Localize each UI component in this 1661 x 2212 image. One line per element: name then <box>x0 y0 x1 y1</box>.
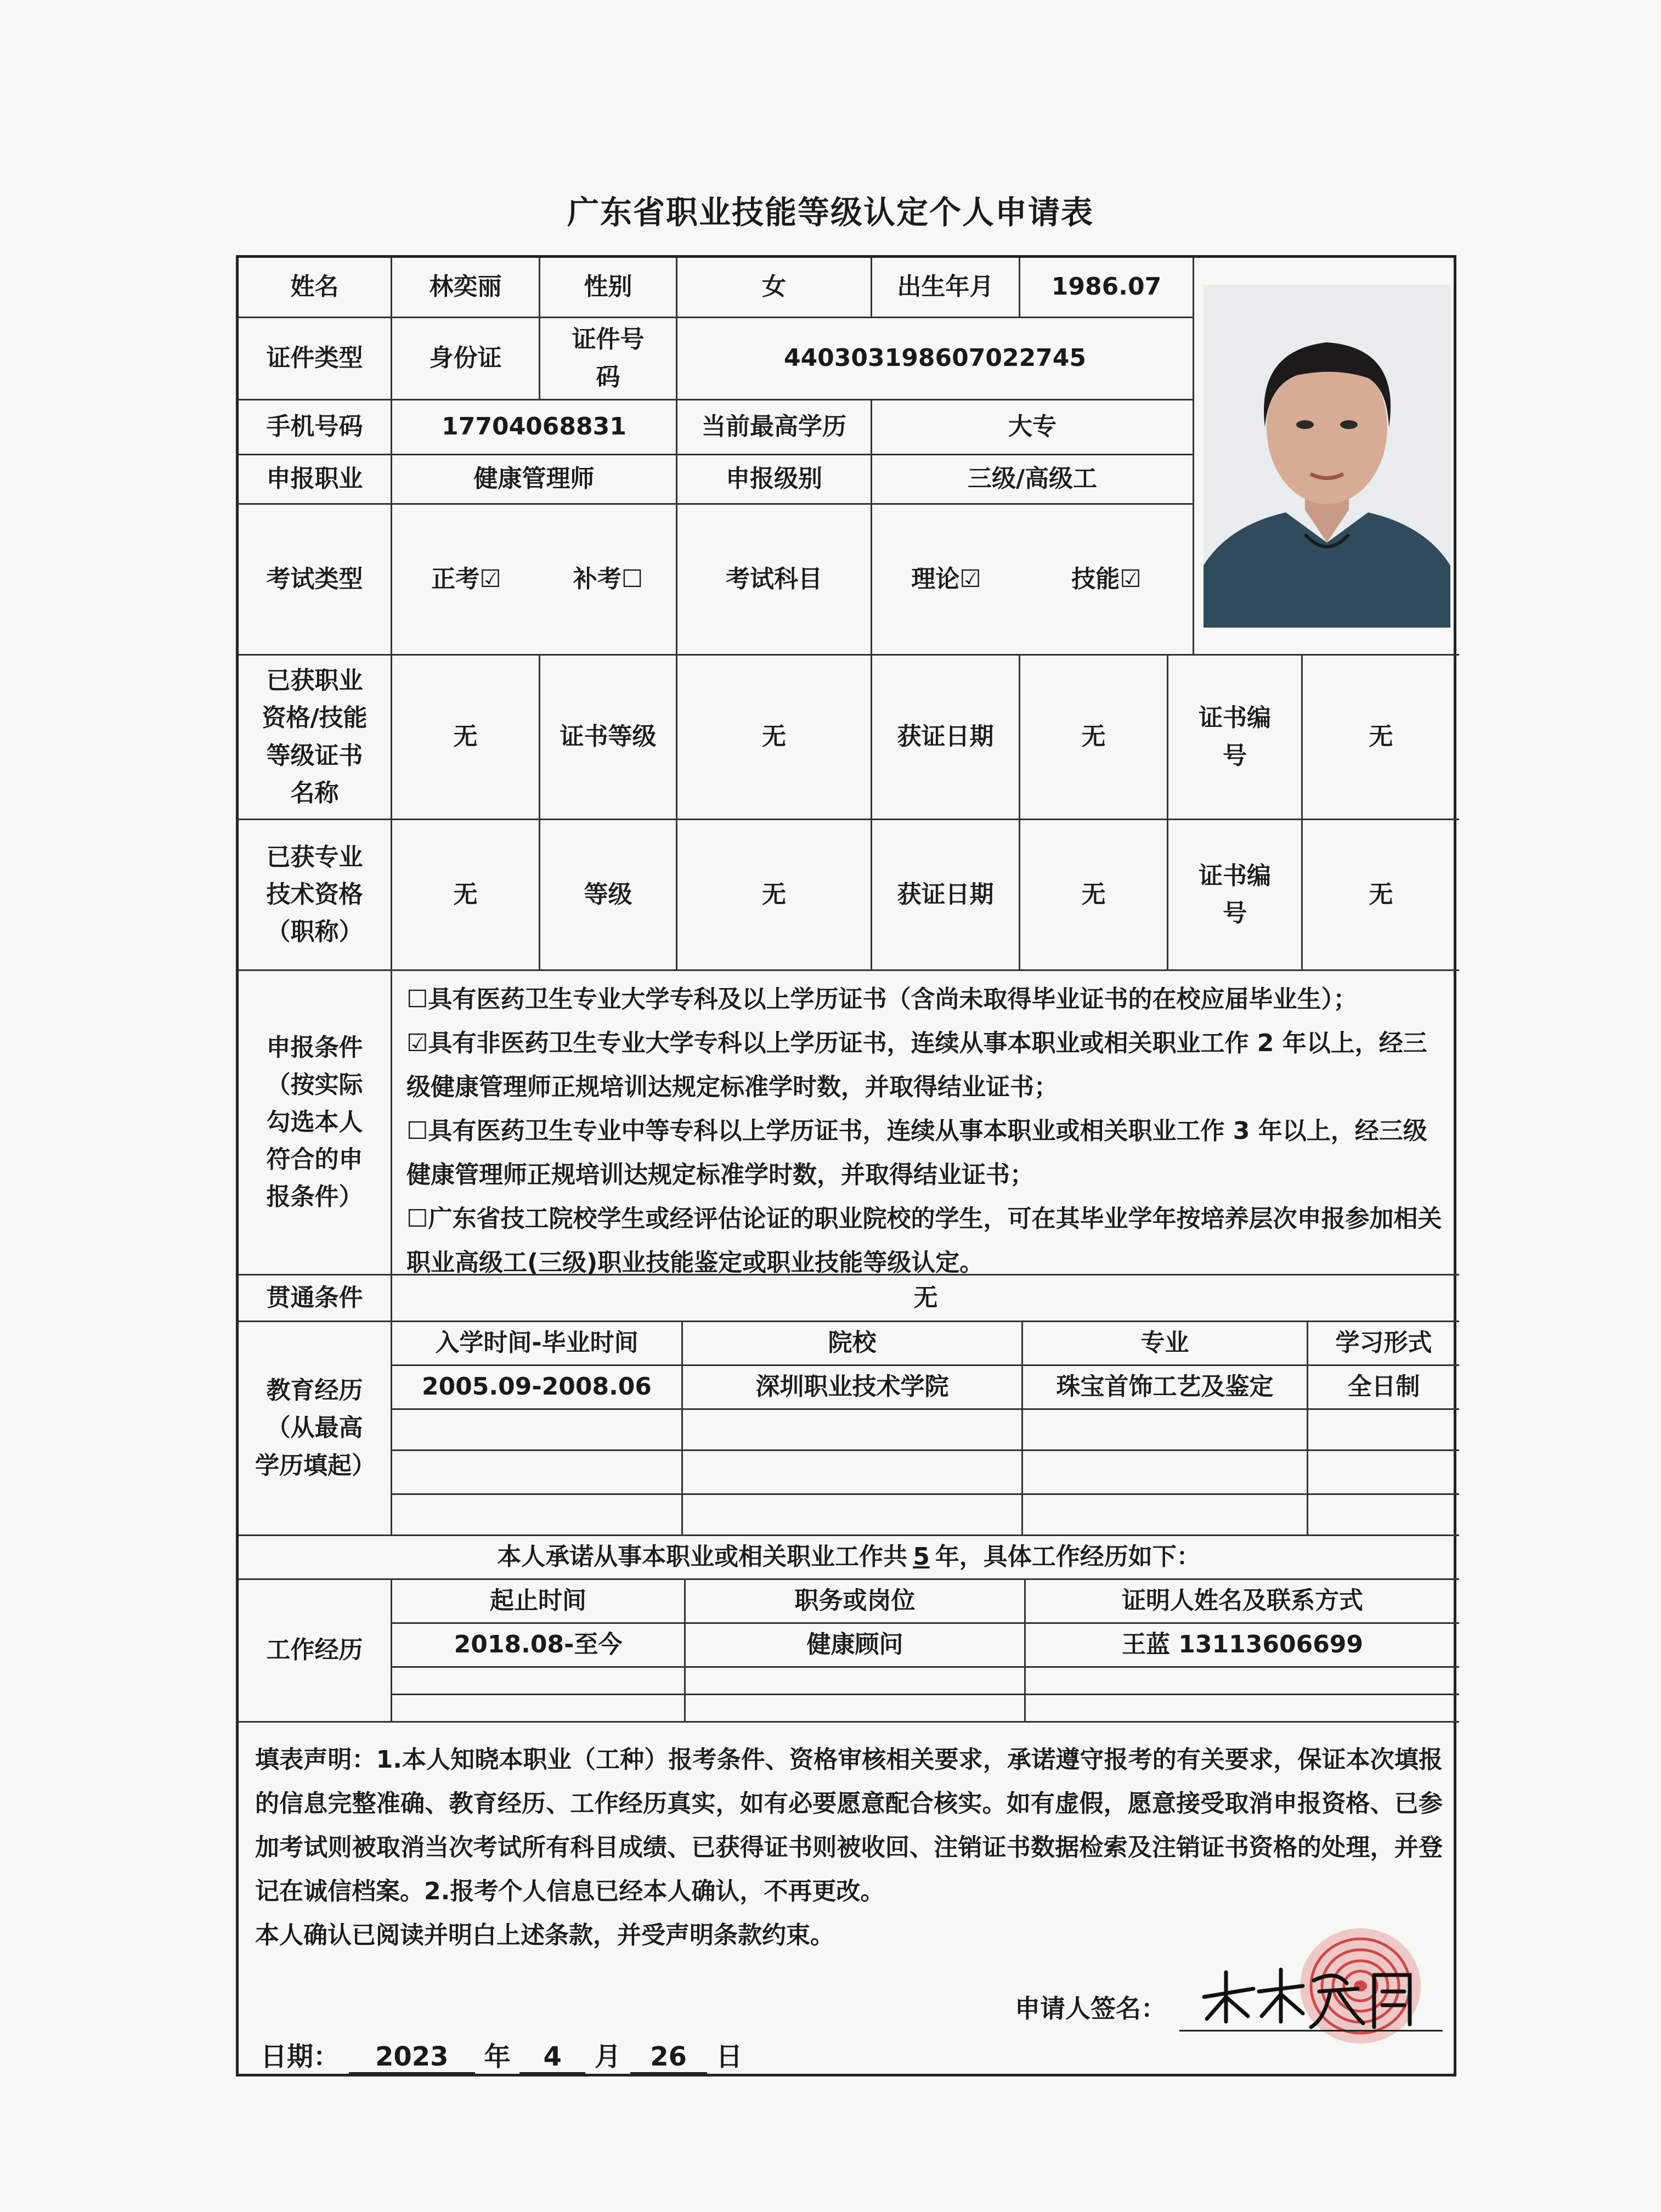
job-value: 健康管理师 <box>392 455 677 505</box>
birth-label: 出生年月 <box>872 258 1020 318</box>
signature-label: 申请人签名： <box>1015 1994 1166 2023</box>
education-history-label: 教育经历（从最高学历填起） <box>239 1322 392 1536</box>
edu-row-school: 深圳职业技术学院 <box>683 1366 1023 1410</box>
through-label: 贯通条件 <box>239 1276 392 1322</box>
job-label: 申报职业 <box>239 455 392 505</box>
date-month-unit: 月 <box>594 2041 621 2072</box>
edu-row-major: 珠宝首饰工艺及鉴定 <box>1023 1366 1308 1410</box>
date-year: 2023 <box>349 2041 475 2074</box>
edu-empty-cell <box>683 1410 1023 1451</box>
work-empty-cell <box>392 1695 686 1723</box>
edu-header-period: 入学时间-毕业时间 <box>392 1322 683 1366</box>
gender-label: 性别 <box>540 258 677 318</box>
edu-header-major: 专业 <box>1023 1322 1308 1366</box>
exam-regular-option[interactable]: 正考☑ <box>392 505 540 656</box>
work-empty-cell <box>1026 1668 1459 1695</box>
edu-empty-cell <box>1308 1495 1459 1536</box>
conditions-list <box>392 971 1459 1276</box>
edu-header-mode: 学习形式 <box>1308 1322 1459 1366</box>
vocational-cert-label: 已获职业资格/技能等级证书名称 <box>239 656 392 820</box>
edu-empty-cell <box>1308 1410 1459 1451</box>
edu-header-school: 院校 <box>683 1322 1023 1366</box>
work-empty-cell <box>392 1668 686 1695</box>
date-day-unit: 日 <box>716 2041 743 2072</box>
through-value: 无 <box>392 1276 1459 1322</box>
vocational-cert-name: 无 <box>392 656 540 820</box>
level-value: 三级/高级工 <box>872 455 1194 505</box>
form-title: 广东省职业技能等级认定个人申请表 <box>567 194 1094 231</box>
work-history-label: 工作经历 <box>239 1580 392 1723</box>
date-year-unit: 年 <box>484 2041 511 2072</box>
subject-theory-option[interactable]: 理论☑ <box>872 505 1020 656</box>
professional-title-name: 无 <box>392 820 540 971</box>
edu-empty-cell <box>392 1495 683 1536</box>
exam-subject-label: 考试科目 <box>677 505 872 656</box>
gender-value: 女 <box>677 258 872 318</box>
conditions-label: 申报条件（按实际勾选本人符合的申报条件） <box>239 971 392 1276</box>
exam-makeup-option[interactable]: 补考☐ <box>540 505 677 656</box>
edu-empty-cell <box>1023 1410 1308 1451</box>
edu-empty-cell <box>683 1451 1023 1495</box>
vocational-no-value: 无 <box>1303 656 1459 820</box>
vocational-grade-label: 证书等级 <box>540 656 677 820</box>
declaration-confirm: 本人确认已阅读并明白上述条款，并受声明条款约束。 <box>255 1921 834 1949</box>
exam-type-label: 考试类型 <box>239 505 392 656</box>
work-row-position: 健康顾问 <box>686 1624 1026 1668</box>
condition-item[interactable]: ☐具有医药卫生专业大学专科及以上学历证书（含尚未取得毕业证书的在校应届毕业生）； <box>406 985 1358 1013</box>
work-header-position: 职务或岗位 <box>686 1580 1026 1624</box>
work-empty-cell <box>1026 1695 1459 1723</box>
edu-row-period: 2005.09-2008.06 <box>392 1366 683 1410</box>
edu-row-mode: 全日制 <box>1308 1366 1459 1410</box>
condition-item[interactable]: ☐具有医药卫生专业中等专科以上学历证书，连续从事本职业或相关职业工作 3 年以上，经三级健康管理师正规培训达规定标准学时数，并取得结业证书； <box>406 1117 1427 1189</box>
edu-empty-cell <box>683 1495 1023 1536</box>
work-promise-prefix: 本人承诺从事本职业或相关职业工作共 <box>497 1543 908 1571</box>
id-no-label: 证件号码 <box>540 318 677 400</box>
professional-grade-value: 无 <box>677 820 872 971</box>
declaration-text: 填表声明：1.本人知晓本职业（工种）报考条件、资格审核相关要求，承诺遵守报考的有关要求，保证本次填报的信息完整准确、教育经历、工作经历真实，如有必要愿意配合核实。如有虚假，愿意接受取消申报资格、已参加考试则被取消当次考试所有科目成绩、已获得证书则被收回、注销证书数据检索及注销证书资格的处理，并登记在诚信档案。2.报考个人信息已经本人确认，不再更改。 <box>255 1746 1443 1905</box>
phone-label: 手机号码 <box>239 400 392 455</box>
condition-item[interactable]: ☐广东省技工院校学生或经评估论证的职业院校的学生，可在其毕业学年按培养层次申报参加相关职业高级工(三级)职业技能鉴定或职业技能等级认定。 <box>406 1205 1442 1277</box>
work-promise <box>239 1536 1459 1580</box>
work-row-period: 2018.08-至今 <box>392 1624 686 1668</box>
applicant-photo <box>1194 258 1459 656</box>
work-header-period: 起止时间 <box>392 1580 686 1624</box>
subject-skill-option[interactable]: 技能☑ <box>1020 505 1194 656</box>
edu-empty-cell <box>1023 1451 1308 1495</box>
education-value: 大专 <box>872 400 1194 455</box>
date-label: 日期： <box>261 2041 340 2072</box>
work-row-reference: 王蓝 13113606699 <box>1026 1624 1459 1668</box>
professional-title-label: 已获专业技术资格（职称） <box>239 820 392 971</box>
vocational-no-label: 证书编号 <box>1168 656 1303 820</box>
portrait-image <box>1204 285 1450 628</box>
professional-date-label: 获证日期 <box>872 820 1020 971</box>
work-empty-cell <box>686 1695 1026 1723</box>
work-years: 5 <box>913 1543 930 1571</box>
birth-value: 1986.07 <box>1020 258 1194 318</box>
education-label: 当前最高学历 <box>677 400 872 455</box>
work-header-reference: 证明人姓名及联系方式 <box>1026 1580 1459 1624</box>
vocational-grade-value: 无 <box>677 656 872 820</box>
date-row <box>261 2035 742 2074</box>
professional-no-label: 证书编号 <box>1168 820 1303 971</box>
professional-no-value: 无 <box>1303 820 1459 971</box>
date-day: 26 <box>630 2041 707 2074</box>
level-label: 申报级别 <box>677 455 872 505</box>
name-value: 林奕丽 <box>392 258 540 318</box>
professional-grade-label: 等级 <box>540 820 677 971</box>
phone-value: 17704068831 <box>392 400 677 455</box>
application-form <box>236 255 1456 2076</box>
professional-date-value: 无 <box>1020 820 1168 971</box>
vocational-date-label: 获证日期 <box>872 656 1020 820</box>
handwritten-signature <box>1193 1959 1423 2035</box>
condition-item[interactable]: ☑具有非医药卫生专业大学专科以上学历证书，连续从事本职业或相关职业工作 2 年以上，经三级健康管理师正规培训达规定标准学时数，并取得结业证书； <box>406 1029 1427 1101</box>
work-promise-suffix: 年，具体工作经历如下： <box>935 1543 1201 1571</box>
id-type-label: 证件类型 <box>239 318 392 400</box>
edu-empty-cell <box>1308 1451 1459 1495</box>
id-type-value: 身份证 <box>392 318 540 400</box>
work-empty-cell <box>686 1668 1026 1695</box>
name-label: 姓名 <box>239 258 392 318</box>
date-month: 4 <box>519 2041 585 2074</box>
edu-empty-cell <box>392 1451 683 1495</box>
edu-empty-cell <box>392 1410 683 1451</box>
vocational-date-value: 无 <box>1020 656 1168 820</box>
signature-line <box>1179 2030 1443 2032</box>
id-no-value: 440303198607022745 <box>677 318 1194 400</box>
edu-empty-cell <box>1023 1495 1308 1536</box>
